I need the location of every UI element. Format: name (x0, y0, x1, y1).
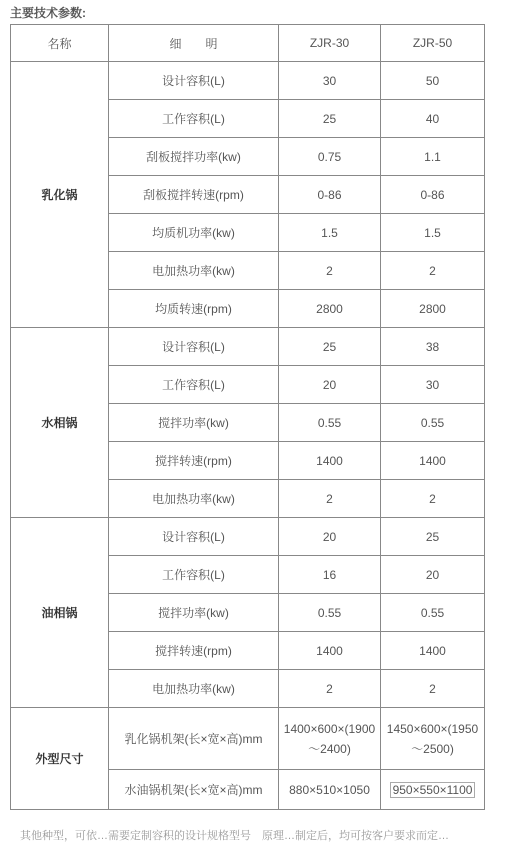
cell-zjr30: 20 (279, 366, 381, 404)
spec-table (10, 24, 485, 810)
header-zjr30: ZJR-30 (279, 25, 381, 62)
table-row (11, 328, 485, 366)
cell-zjr50: 25 (381, 518, 485, 556)
cell-zjr30: 1400×600×(1900～2400) (279, 708, 381, 770)
row-label: 均质转速(rpm) (109, 290, 279, 328)
cell-zjr50: 30 (381, 366, 485, 404)
cell-zjr50: 2 (381, 252, 485, 290)
cell-zjr30: 1.5 (279, 214, 381, 252)
cell-zjr50: 2800 (381, 290, 485, 328)
cell-zjr30: 16 (279, 556, 381, 594)
cell-zjr30: 0.55 (279, 594, 381, 632)
row-label: 电加热功率(kw) (109, 480, 279, 518)
row-label: 搅拌转速(rpm) (109, 442, 279, 480)
row-label: 水油锅机架(长×宽×高)mm (109, 770, 279, 810)
cell-zjr30: 0.75 (279, 138, 381, 176)
cell-zjr50: 40 (381, 100, 485, 138)
row-label: 工作容积(L) (109, 556, 279, 594)
cell-zjr30: 0-86 (279, 176, 381, 214)
cell-zjr50: 38 (381, 328, 485, 366)
row-label: 搅拌功率(kw) (109, 404, 279, 442)
cell-zjr50: 1450×600×(1950～2500) (381, 708, 485, 770)
row-label: 设计容积(L) (109, 62, 279, 100)
cell-zjr50: 2 (381, 480, 485, 518)
row-label: 搅拌转速(rpm) (109, 632, 279, 670)
header-detail: 细 明 (109, 25, 279, 62)
cell-zjr30: 2 (279, 670, 381, 708)
row-label: 工作容积(L) (109, 100, 279, 138)
row-label: 刮板搅拌功率(kw) (109, 138, 279, 176)
group-oil-phase-pot: 油相锅 (11, 518, 109, 708)
cell-zjr30: 0.55 (279, 404, 381, 442)
row-label: 设计容积(L) (109, 328, 279, 366)
header-row (11, 25, 485, 62)
cell-zjr50: 2 (381, 670, 485, 708)
section-heading: 主要技术参数: (10, 6, 86, 20)
row-label: 刮板搅拌转速(rpm) (109, 176, 279, 214)
cell-zjr30: 2 (279, 480, 381, 518)
row-label: 工作容积(L) (109, 366, 279, 404)
group-dimensions: 外型尺寸 (11, 708, 109, 810)
cell-zjr30: 30 (279, 62, 381, 100)
row-label: 设计容积(L) (109, 518, 279, 556)
group-water-phase-pot: 水相锅 (11, 328, 109, 518)
cell-zjr30: 880×510×1050 (279, 770, 381, 810)
row-label: 搅拌功率(kw) (109, 594, 279, 632)
cell-zjr30: 1400 (279, 632, 381, 670)
cell-zjr50: 0.55 (381, 404, 485, 442)
cell-zjr50: 50 (381, 62, 485, 100)
header-zjr50: ZJR-50 (381, 25, 485, 62)
table-row (11, 62, 485, 100)
cell-zjr50: 1.1 (381, 138, 485, 176)
table-row (11, 708, 485, 770)
header-name: 名称 (11, 25, 109, 62)
cell-zjr30: 2 (279, 252, 381, 290)
cell-zjr50: 0.55 (381, 594, 485, 632)
row-label: 电加热功率(kw) (109, 670, 279, 708)
cell-zjr30: 2800 (279, 290, 381, 328)
cell-zjr50-value: 950×550×1100 (390, 782, 476, 798)
table-row (11, 518, 485, 556)
group-emulsify-pot: 乳化锅 (11, 62, 109, 328)
cell-zjr50: 20 (381, 556, 485, 594)
footer-text: 其他种型，可依…需要定制容积的设计规格型号 原理…制定后，均可按客户要求而定… (20, 830, 449, 842)
cell-zjr50: 1400 (381, 442, 485, 480)
row-label: 电加热功率(kw) (109, 252, 279, 290)
cell-zjr30: 1400 (279, 442, 381, 480)
cell-zjr50: 0-86 (381, 176, 485, 214)
row-label: 均质机功率(kw) (109, 214, 279, 252)
cell-zjr30: 25 (279, 328, 381, 366)
cell-zjr50: 1400 (381, 632, 485, 670)
row-label: 乳化锅机架(长×宽×高)mm (109, 708, 279, 770)
cell-zjr50: 1.5 (381, 214, 485, 252)
cell-zjr30: 20 (279, 518, 381, 556)
cell-zjr50 (381, 770, 485, 810)
cell-zjr30: 25 (279, 100, 381, 138)
